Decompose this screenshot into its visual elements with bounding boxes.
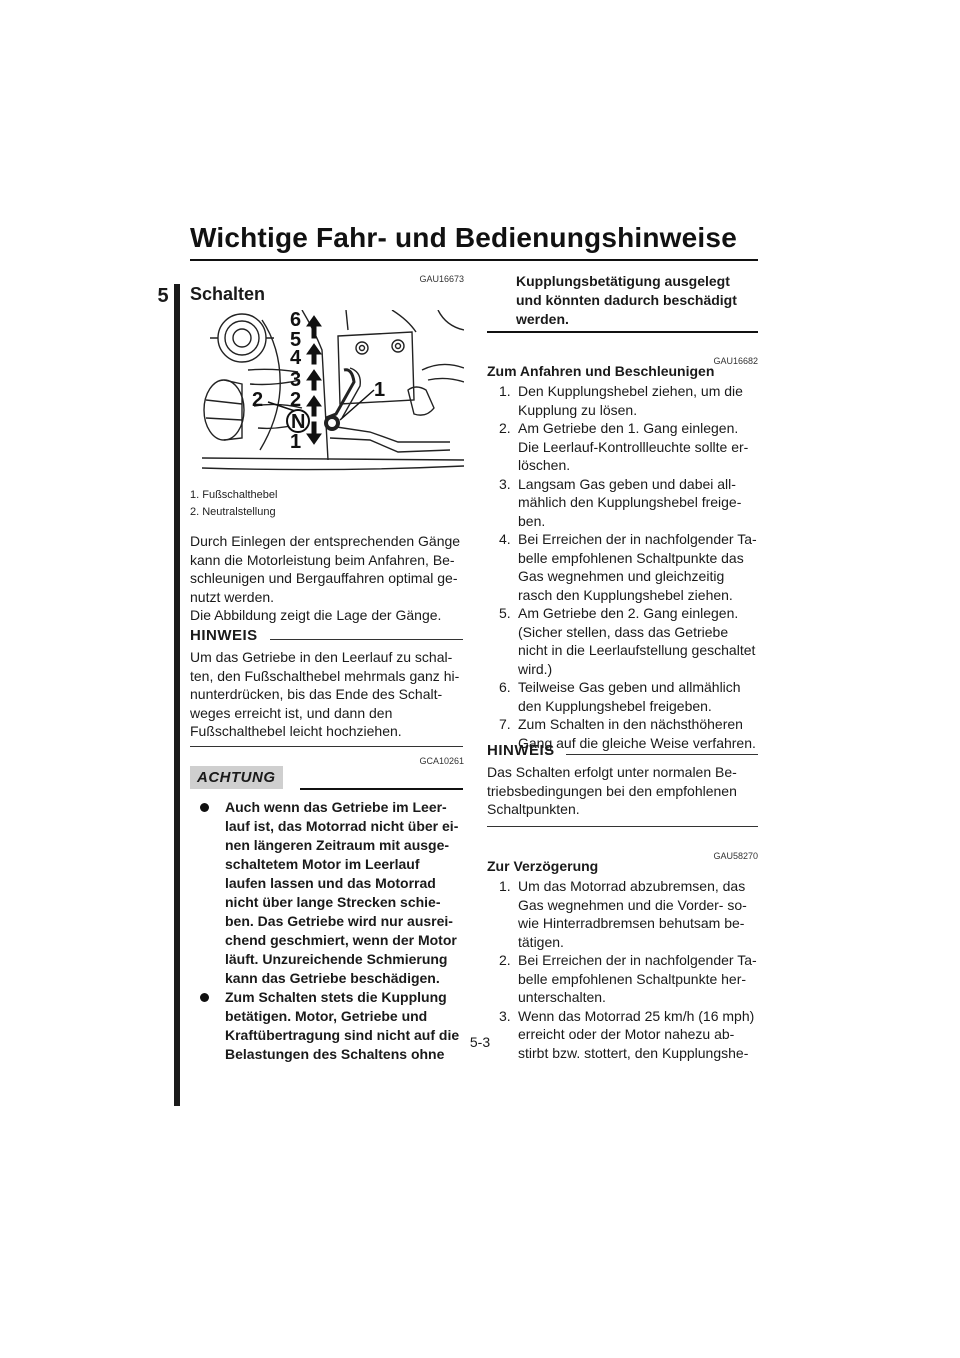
text-line: stirbt bzw. stottert, den Kupplungshe- xyxy=(518,1044,749,1061)
hinweis-rule xyxy=(270,639,463,640)
text-line: nicht in die Leerlaufstellung geschaltet xyxy=(518,642,756,658)
heading-anfahren: Zum Anfahren und Beschleunigen xyxy=(487,363,715,379)
step-number: 1. xyxy=(499,383,511,399)
bullet-dot-icon xyxy=(200,803,209,812)
text-line: Bei Erreichen der in nachfolgender Ta- xyxy=(518,531,757,547)
text-line: Am Getriebe den 1. Gang einlegen. xyxy=(518,420,739,436)
text-line: Das Schalten erfolgt unter normalen Be- xyxy=(487,764,737,780)
hinweis-rule xyxy=(566,754,758,755)
text-line: Bei Erreichen der in nachfolgender Ta- xyxy=(518,952,757,968)
hinweis-text xyxy=(190,648,470,741)
step-item xyxy=(487,475,762,531)
text-line: lauf ist, das Motorrad nicht über ei- xyxy=(225,818,459,834)
achtung-bullets xyxy=(198,798,470,1064)
heading-verzoegerung: Zur Verzögerung xyxy=(487,858,599,874)
title-rule xyxy=(190,259,758,261)
step-item xyxy=(487,1007,762,1063)
caption-item: 2. Neutralstellung xyxy=(190,506,276,518)
chapter-tab-bar xyxy=(174,284,180,1106)
motorcycle-shift-lever-illustration xyxy=(202,310,464,474)
text-line: läuft. Unzureichende Schmierung xyxy=(225,951,448,967)
text-line: kann die Motorleistung beim Anfahren, Be- xyxy=(190,551,455,568)
text-line: Kraftübertragung sind nicht auf die xyxy=(225,1027,460,1043)
text-line: Kupplung zu lösen. xyxy=(518,401,638,418)
caption-item: 1. Fußschalthebel xyxy=(190,489,278,501)
text-line: den Kupplungshebel freigeben. xyxy=(518,697,712,714)
bullet-item xyxy=(198,988,470,1064)
text-line: nen längeren Zeitraum mit ausge- xyxy=(225,837,450,853)
text-line: rasch den Kupplungshebel ziehen. xyxy=(518,586,733,603)
step-item xyxy=(487,951,762,1007)
steps-anfahren xyxy=(487,382,762,752)
reference-code: GAU58270 xyxy=(713,851,758,861)
text-line: betätigen. Motor, Getriebe und xyxy=(225,1008,428,1024)
gear-label-3: 3 xyxy=(290,369,302,391)
text-line: tätigen. xyxy=(518,933,564,950)
bullet-item xyxy=(198,798,470,988)
text-line: Fußschalthebel leicht hochziehen. xyxy=(190,723,402,739)
step-number: 2. xyxy=(499,420,511,436)
text-line: belle empfohlenen Schaltpunkte her- xyxy=(518,970,747,987)
text-line: weges erreicht ist, und dann den xyxy=(190,704,393,721)
achtung-continuation xyxy=(516,272,766,329)
step-item xyxy=(487,419,762,475)
step-item xyxy=(487,604,762,678)
text-line: schleunigen und Bergauffahren optimal ge- xyxy=(190,570,458,586)
text-line: Schaltpunkten. xyxy=(487,801,580,817)
text-line: Am Getriebe den 2. Gang einlegen. xyxy=(518,605,739,621)
reference-code: GAU16682 xyxy=(713,356,758,366)
text-line: und könnten dadurch beschädigt xyxy=(516,292,737,308)
text-line: Durch Einlegen der entsprechenden Gänge xyxy=(190,533,461,549)
hinweis-label: HINWEIS xyxy=(190,627,258,644)
text-line: Den Kupplungshebel ziehen, um die xyxy=(518,383,743,399)
hinweis-text xyxy=(487,763,767,819)
gear-label-5: 5 xyxy=(290,329,302,351)
text-line: erreicht oder der Motor nahezu ab- xyxy=(518,1026,735,1042)
gear-label-6: 6 xyxy=(290,310,302,331)
hinweis-end-rule xyxy=(487,826,758,827)
step-item xyxy=(487,382,762,419)
text-line: wie Hinterradbremsen behutsam be- xyxy=(518,915,745,931)
steps-verzoegerung xyxy=(487,877,762,1062)
step-item xyxy=(487,877,762,951)
text-line: nutzt werden. xyxy=(190,588,275,605)
text-line: wird.) xyxy=(518,660,553,677)
reference-code: GCA10261 xyxy=(419,756,464,766)
text-line: Um das Motorrad abzubremsen, das xyxy=(518,878,746,894)
page-title: Wichtige Fahr- und Bedienungshinweise xyxy=(190,222,737,253)
text-line: Langsam Gas geben und dabei all- xyxy=(518,475,736,492)
figure-captions xyxy=(190,487,277,521)
intro-paragraph xyxy=(190,532,470,625)
page-number: 5-3 xyxy=(469,1034,491,1050)
text-line: Gas wegnehmen und gleichzeitig xyxy=(518,568,725,584)
achtung-end-rule xyxy=(487,331,758,333)
text-line: nicht über lange Strecken schie- xyxy=(225,894,441,910)
text-line: Belastungen des Schaltens ohne xyxy=(225,1046,445,1062)
step-item xyxy=(487,678,762,715)
text-line: schaltetem Motor im Leerlauf xyxy=(225,856,420,872)
step-number: 6. xyxy=(499,679,511,695)
achtung-label: ACHTUNG xyxy=(190,766,283,789)
text-line: ben. Das Getriebe wird nur ausrei- xyxy=(225,913,453,929)
text-line: kann das Getriebe beschädigen. xyxy=(225,970,440,986)
gear-shift-figure xyxy=(202,310,464,474)
text-line: Zum Schalten in den nächsthöheren xyxy=(518,716,743,732)
text-line: Gang auf die gleiche Weise verfahren. xyxy=(518,734,756,751)
text-line: Gas wegnehmen und die Vorder- so- xyxy=(518,896,747,913)
callout-2-label: 2 xyxy=(252,389,264,411)
text-line: Zum Schalten stets die Kupplung xyxy=(225,989,447,1005)
text-line: triebsbedingungen bei den empfohlenen xyxy=(487,782,737,799)
callout-1-label: 1 xyxy=(374,379,386,401)
step-number: 4. xyxy=(499,531,511,547)
text-line: Teilweise Gas geben und allmählich xyxy=(518,679,741,695)
gear-label-4: 4 xyxy=(290,347,302,369)
text-line: Wenn das Motorrad 25 km/h (16 mph) xyxy=(518,1007,755,1024)
text-line: (Sicher stellen, dass das Getriebe xyxy=(518,623,729,640)
text-line: werden. xyxy=(516,311,569,327)
step-number: 5. xyxy=(499,605,511,621)
text-line: Auch wenn das Getriebe im Leer- xyxy=(225,799,447,815)
text-line: Kupplungsbetätigung ausgelegt xyxy=(516,273,730,289)
text-line: chend geschmiert, wenn der Motor xyxy=(225,932,457,948)
step-number: 3. xyxy=(499,1007,511,1024)
hinweis-end-rule xyxy=(190,746,463,747)
text-line: ben. xyxy=(518,512,546,529)
gear-label-neutral: N xyxy=(291,411,306,433)
step-number: 1. xyxy=(499,878,511,894)
text-line: ten, den Fußschalthebel mehrmals ganz hi- xyxy=(190,667,460,684)
reference-code: GAU16673 xyxy=(419,274,464,284)
hinweis-label: HINWEIS xyxy=(487,742,555,759)
text-line: Die Leerlauf-Kontrollleuchte sollte er- xyxy=(518,438,749,455)
text-line: löschen. xyxy=(518,457,571,473)
text-line: belle empfohlenen Schaltpunkte das xyxy=(518,549,744,566)
step-number: 3. xyxy=(499,475,511,492)
step-number: 2. xyxy=(499,952,511,968)
text-line: mählich den Kupplungshebel freige- xyxy=(518,494,742,510)
bullet-dot-icon xyxy=(200,993,209,1002)
text-line: Um das Getriebe in den Leerlauf zu schal- xyxy=(190,649,453,665)
achtung-rule xyxy=(300,788,463,790)
section-heading-schalten: Schalten xyxy=(190,284,266,304)
gear-label-2: 2 xyxy=(290,389,302,411)
text-line: Die Abbildung zeigt die Lage der Gänge. xyxy=(190,607,442,623)
step-item xyxy=(487,530,762,604)
text-line: nunterdrücken, bis das Ende des Schalt- xyxy=(190,686,443,702)
gear-label-1: 1 xyxy=(290,431,302,453)
chapter-number: 5 xyxy=(157,285,169,307)
text-line: laufen lassen und das Motorrad xyxy=(225,875,436,891)
text-line: unterschalten. xyxy=(518,989,606,1005)
step-number: 7. xyxy=(499,716,511,732)
